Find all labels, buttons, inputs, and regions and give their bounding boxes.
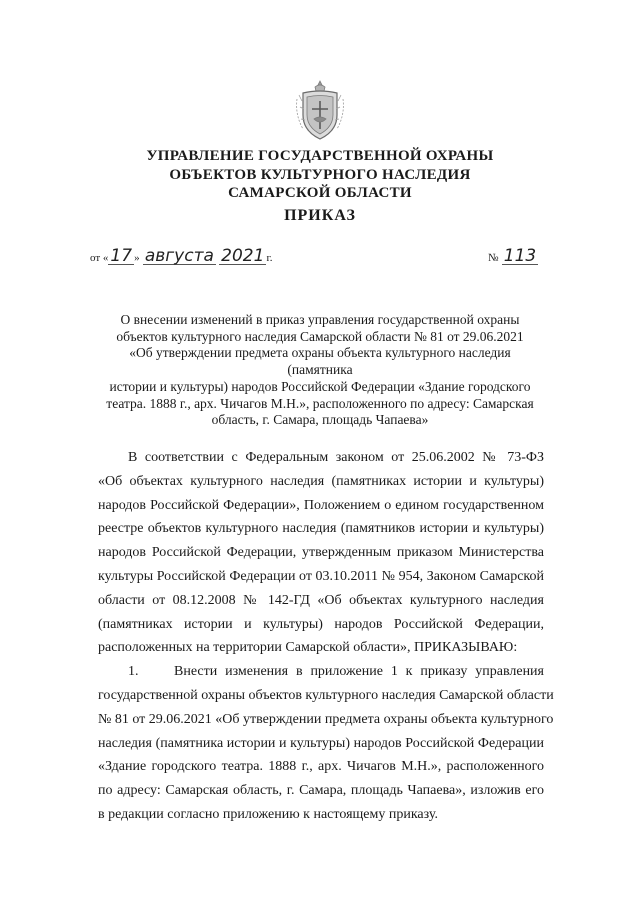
date-year-handwritten: 2021 — [221, 246, 265, 266]
document-number — [488, 248, 538, 265]
title-line: театра. 1888 г., арх. Чичагов М.Н.», расположенного по адресу: Самарская — [106, 395, 534, 411]
title-line: объектов культурного наследия Самарской области № 81 от 29.06.2021 — [116, 328, 524, 344]
preamble-line: расположенных на территории Самарской области», ПРИКАЗЫВАЮ: — [98, 640, 518, 656]
document-date — [90, 248, 272, 265]
item-1-line: в редакции согласно приложению к настоящему приказу. — [98, 806, 438, 822]
preamble-line: народов Российской Федерации», Положением о едином государственном — [98, 497, 544, 513]
preamble-line: реестре объектов культурного наследия (памятников истории и культуры) — [98, 521, 544, 537]
document-body — [98, 446, 554, 827]
item-1-first-line — [98, 660, 544, 684]
item-1-line: «Здание городского театра. 1888 г., арх. Чичагов М.Н.», расположенного — [98, 759, 544, 775]
preamble-line: В соответствии с Федеральным законом от 25.06.2002 № 73-ФЗ — [128, 450, 544, 465]
item-1-line: № 81 от 29.06.2021 «Об утверждении предмета охраны объекта культурного — [98, 711, 554, 727]
number-value-handwritten: 113 — [503, 246, 537, 266]
date-prefix: от « — [90, 252, 109, 264]
date-day-handwritten: 17 — [110, 246, 133, 266]
preamble-line: (памятниках истории и культуры) народов Российской Федерации, — [98, 616, 544, 632]
coat-of-arms-emblem — [293, 79, 347, 143]
preamble-line: народов Российской Федерации, утвержденным приказом Министерства — [98, 545, 544, 561]
preamble-line: «Об объектах культурного наследия (памятниках истории и культуры) — [98, 473, 544, 489]
item-1-line: по адресу: Самарская область, г. Самара, площадь Чапаева», изложив его — [98, 783, 544, 799]
preamble-line: области от 08.12.2008 № 142-ГД «Об объектах культурного наследия — [98, 592, 544, 608]
preamble-line: культуры Российской Федерации от 03.10.2011 № 954, Законом Самарской — [98, 568, 544, 584]
date-suffix: г. — [266, 252, 273, 264]
title-line: истории и культуры) народов Российской Федерации «Здание городского — [109, 378, 531, 394]
document-title — [100, 312, 540, 429]
item-1-first-text: Внести изменения в приложение 1 к приказу управления — [174, 664, 544, 680]
item-1-line: государственной охраны объектов культурного наследия Самарской области — [98, 687, 554, 703]
org-name-line: УПРАВЛЕНИЕ ГОСУДАРСТВЕННОЙ ОХРАНЫ — [146, 148, 494, 164]
organization-name — [100, 147, 540, 203]
org-name-line: ОБЪЕКТОВ КУЛЬТУРНОГО НАСЛЕДИЯ — [169, 166, 471, 183]
number-prefix: № — [488, 252, 499, 264]
title-line: О внесении изменений в приказ управления государственной охраны — [120, 312, 520, 327]
item-1-line: наследия (памятника истории и культуры) народов Российской Федерации — [98, 735, 544, 751]
date-mid: » — [134, 252, 140, 264]
date-month-handwritten: августа — [144, 246, 214, 266]
document-type-heading: ПРИКАЗ — [284, 207, 356, 224]
org-name-line: САМАРСКОЙ ОБЛАСТИ — [228, 185, 412, 201]
item-1-number: 1. — [128, 664, 139, 680]
title-line: «Об утверждении предмета охраны объекта культурного наследия (памятника — [129, 345, 511, 378]
title-line: область, г. Самара, площадь Чапаева» — [211, 412, 429, 428]
